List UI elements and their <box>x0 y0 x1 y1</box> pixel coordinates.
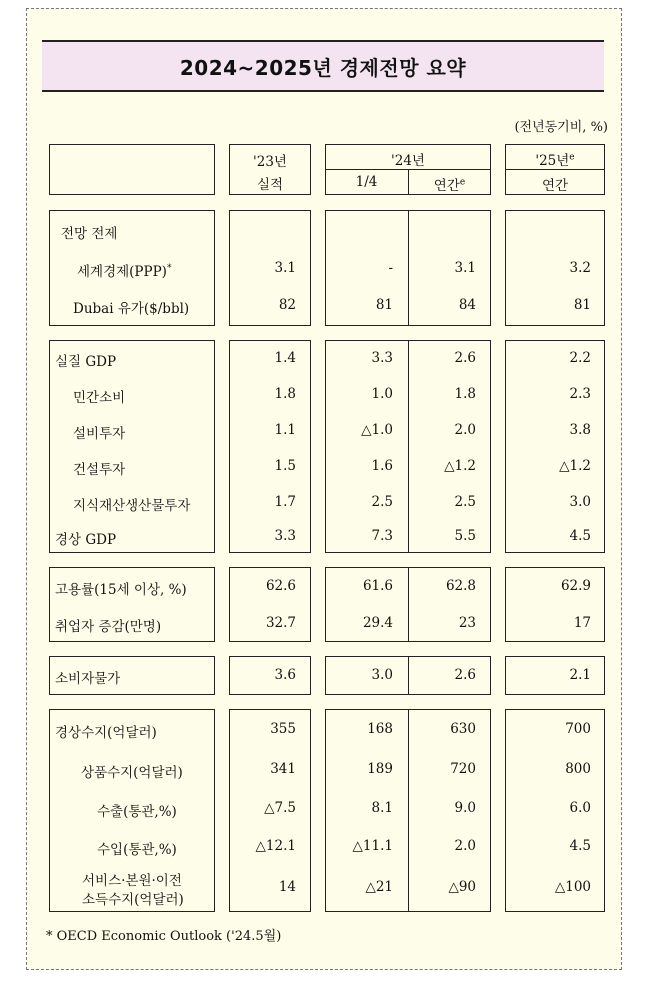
cell-value: 2.3 <box>569 386 591 402</box>
cell-value: 3.0 <box>569 494 591 510</box>
cell-value: △90 <box>448 879 476 895</box>
group2-col23-box <box>229 340 311 553</box>
cell-value: 81 <box>573 297 591 313</box>
unit-note: (전년동기비, %) <box>514 120 608 135</box>
cell-value: 3.2 <box>569 260 591 276</box>
header-col24-year: '24년 <box>391 153 425 169</box>
cell-value: 2.2 <box>569 350 591 366</box>
page-title: 2024~2025년 경제전망 요약 <box>179 55 467 80</box>
row-label-text: 세계경제(PPP) <box>77 264 167 280</box>
cell-value: 1.8 <box>454 386 476 402</box>
cell-value: 700 <box>565 721 591 737</box>
row-label: 경상수지(억달러) <box>55 725 157 741</box>
cell-value: 14 <box>278 879 296 895</box>
cell-value: 4.5 <box>569 838 591 854</box>
cell-value: 2.6 <box>454 667 476 683</box>
cell-value: 1.8 <box>274 386 296 402</box>
row-label: 설비투자 <box>73 426 126 442</box>
cell-value: 32.7 <box>265 615 296 631</box>
cell-value: 4.5 <box>569 528 591 544</box>
header-col24-annual-sup: e <box>459 177 466 188</box>
cell-value: 2.5 <box>371 494 393 510</box>
header-col25-year <box>505 149 605 169</box>
cell-value: 84 <box>458 297 476 313</box>
cell-value: △21 <box>365 879 393 895</box>
cell-value: 2.6 <box>454 350 476 366</box>
cell-value: 800 <box>565 761 591 777</box>
cell-value: 3.0 <box>371 667 393 683</box>
cell-value: 3.6 <box>274 667 296 683</box>
cell-value: 1.5 <box>274 458 296 474</box>
cell-value: 2.1 <box>569 667 591 683</box>
footnote: * OECD Economic Outlook ('24.5월) <box>46 929 282 944</box>
cell-value: 29.4 <box>362 615 393 631</box>
cell-value: △1.0 <box>361 422 393 438</box>
cell-value: 355 <box>270 721 296 737</box>
header-col24-annual <box>408 174 491 194</box>
cell-value: 341 <box>270 761 296 777</box>
cell-value: 62.8 <box>445 578 476 594</box>
cell-value: 168 <box>367 721 393 737</box>
cell-value: 5.5 <box>454 528 476 544</box>
row-label: 경상 GDP <box>55 532 117 548</box>
row-label: 취업자 증감(만명) <box>55 619 162 635</box>
cell-value: 720 <box>450 761 476 777</box>
cell-value: 3.1 <box>274 260 296 276</box>
cell-value: 1.1 <box>274 422 296 438</box>
cell-value: 61.6 <box>362 578 393 594</box>
header-col23-actual: 실적 <box>256 177 284 193</box>
cell-value: 81 <box>375 297 393 313</box>
row-label-sup: * <box>166 263 172 274</box>
group2-col25-box <box>505 340 605 553</box>
cell-value: 82 <box>278 297 296 313</box>
row-label-line2: 소득수지(억달러) <box>82 892 184 908</box>
cell-value: 2.5 <box>454 494 476 510</box>
cell-value: 2.0 <box>454 422 476 438</box>
row-label-line1: 서비스·본원·이전 <box>82 873 182 889</box>
header-col25-year-text: '25년 <box>535 153 570 169</box>
row-label: 수입(통관,%) <box>97 842 177 858</box>
cell-value: 2.0 <box>454 838 476 854</box>
cell-value: △100 <box>554 879 591 895</box>
header-col25-year-sup: e <box>569 152 575 163</box>
cell-value: 9.0 <box>454 800 476 816</box>
row-label: 소비자물가 <box>55 671 121 687</box>
cell-value: 62.9 <box>560 578 591 594</box>
row-label: 실질 GDP <box>55 354 117 370</box>
title-band <box>42 40 604 92</box>
group2-label-box <box>49 340 215 553</box>
cell-value: 630 <box>450 721 476 737</box>
cell-value: 1.6 <box>371 458 393 474</box>
cell-value: △7.5 <box>264 800 296 816</box>
cell-value: 3.8 <box>569 422 591 438</box>
row-label: 민간소비 <box>73 390 126 406</box>
cell-value: 23 <box>458 615 476 631</box>
row-label: 전망 전제 <box>61 226 118 242</box>
row-label: Dubai 유가($/bbl) <box>73 301 190 317</box>
row-label <box>77 260 171 280</box>
row-label: 건설투자 <box>73 462 126 478</box>
cell-value: 3.1 <box>454 260 476 276</box>
cell-value: 62.6 <box>265 578 296 594</box>
header-col25-divider <box>505 169 605 170</box>
cell-value: 7.3 <box>371 528 393 544</box>
cell-value: △1.2 <box>559 458 591 474</box>
cell-value: △1.2 <box>444 458 476 474</box>
cell-value: 189 <box>367 761 393 777</box>
header-col23-year: '23년 <box>253 154 287 170</box>
cell-value: 3.3 <box>274 528 296 544</box>
header-col24-annual-text: 연간 <box>433 178 460 194</box>
cell-value: 1.4 <box>274 350 296 366</box>
cell-value: △11.1 <box>352 838 393 854</box>
cell-value: 17 <box>573 615 591 631</box>
cell-value: 1.7 <box>274 494 296 510</box>
cell-value: 6.0 <box>569 800 591 816</box>
row-label: 상품수지(억달러) <box>81 765 183 781</box>
cell-value: △12.1 <box>255 838 296 854</box>
cell-value: 8.1 <box>371 800 393 816</box>
row-label: 고용률(15세 이상, %) <box>55 582 187 598</box>
row-label: 지식재산생산물투자 <box>73 498 191 514</box>
cell-value: 3.3 <box>371 350 393 366</box>
header-label-cell <box>49 144 215 195</box>
cell-value: - <box>388 260 393 276</box>
group2-col24-split <box>408 340 409 553</box>
header-col25-annual: 연간 <box>541 178 569 194</box>
row-label: 수출(통관,%) <box>97 804 177 820</box>
header-col24-q1: 1/4 <box>355 174 378 190</box>
cell-value: 1.0 <box>371 386 393 402</box>
